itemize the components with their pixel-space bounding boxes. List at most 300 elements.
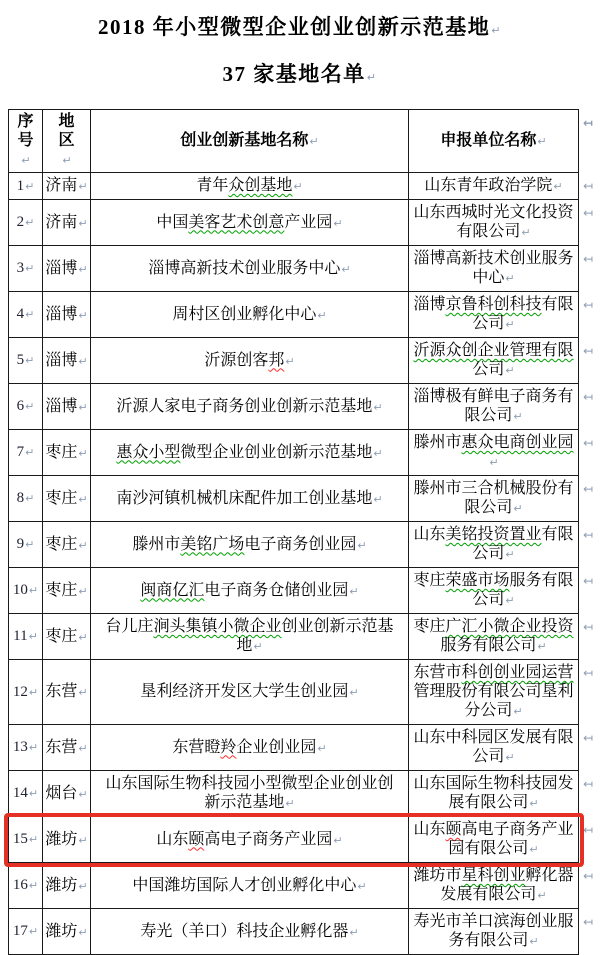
grammar-flagged-text: 闽商亿汇 bbox=[140, 582, 204, 599]
paragraph-mark-icon: ↵ bbox=[537, 135, 546, 148]
paragraph-mark-icon: ↵ bbox=[373, 447, 382, 460]
table-row bbox=[9, 614, 600, 660]
grammar-flagged-text: 惠众小型 bbox=[116, 444, 180, 461]
cell-text: 山东青年政治学院 bbox=[424, 177, 552, 194]
paragraph-mark-icon: ↵ bbox=[505, 272, 514, 285]
cell-base-name bbox=[91, 771, 409, 817]
cell-text: 高电子商务产业园有限公司 bbox=[448, 821, 573, 857]
cell-unit-name bbox=[409, 660, 579, 725]
grammar-flagged-text: 美铭投资置业 bbox=[445, 526, 541, 543]
paragraph-mark-icon: ↵ bbox=[29, 741, 38, 754]
table-row bbox=[9, 292, 600, 338]
cell-serial bbox=[9, 476, 43, 522]
paragraph-mark-icon: ↵ bbox=[29, 584, 38, 597]
cell-base-name bbox=[91, 292, 409, 338]
paragraph-mark-icon: ↵ bbox=[357, 880, 366, 893]
cell-serial bbox=[9, 817, 43, 863]
cell-text: 沂源创客 bbox=[204, 352, 268, 369]
cell-region bbox=[43, 568, 91, 614]
page-subtitle bbox=[0, 60, 600, 92]
serial-text: 5 bbox=[17, 352, 25, 368]
table-header bbox=[9, 110, 600, 173]
cell-text: 有限公司 bbox=[472, 526, 573, 562]
paragraph-mark-icon: ↵ bbox=[505, 318, 514, 331]
row-end-mark-icon: ↤ bbox=[583, 298, 593, 312]
row-end-cell bbox=[579, 292, 600, 338]
serial-text: 10 bbox=[13, 582, 28, 598]
row-end-mark-icon: ↤ bbox=[583, 823, 593, 837]
cell-text: 微型企业创业创新示范基地 bbox=[180, 444, 372, 461]
paragraph-mark-icon: ↵ bbox=[491, 24, 502, 37]
column-header-text: 地区 bbox=[58, 113, 74, 149]
cell-text: 青年 bbox=[196, 177, 228, 194]
cell-base-name bbox=[91, 476, 409, 522]
row-end-cell bbox=[579, 771, 600, 817]
region-text: 济南 bbox=[45, 214, 77, 231]
serial-text: 2 bbox=[17, 214, 25, 230]
paragraph-mark-icon: ↵ bbox=[25, 492, 34, 505]
cell-region bbox=[43, 338, 91, 384]
row-end-cell bbox=[579, 173, 600, 200]
table-body bbox=[9, 173, 600, 955]
row-end-mark-icon: ↤ bbox=[583, 528, 593, 542]
cell-region bbox=[43, 430, 91, 476]
paragraph-mark-icon: ↵ bbox=[78, 180, 87, 193]
cell-region bbox=[43, 292, 91, 338]
region-text: 潍坊 bbox=[45, 923, 77, 940]
paragraph-mark-icon: ↵ bbox=[29, 925, 38, 938]
region-text: 枣庄 bbox=[45, 444, 77, 461]
grammar-flagged-text: 众创基地 bbox=[228, 177, 292, 194]
cell-unit-name bbox=[409, 863, 579, 909]
cell-text: 台儿庄 bbox=[105, 618, 153, 635]
table-row bbox=[9, 909, 600, 955]
row-end-cell bbox=[579, 522, 600, 568]
cell-text: 高电子商务产业园 bbox=[204, 831, 332, 848]
paragraph-mark-icon: ↵ bbox=[62, 154, 71, 167]
paragraph-mark-icon: ↵ bbox=[513, 410, 522, 423]
column-header-unit bbox=[409, 110, 579, 173]
paragraph-mark-icon: ↵ bbox=[25, 262, 34, 275]
row-end-mark-icon: ↤ bbox=[583, 179, 593, 193]
paragraph-mark-icon: ↵ bbox=[29, 833, 38, 846]
paragraph-mark-icon: ↵ bbox=[25, 400, 34, 413]
table-row bbox=[9, 863, 600, 909]
row-end-cell bbox=[579, 614, 600, 660]
paragraph-mark-icon: ↵ bbox=[293, 180, 302, 193]
subtitle-text: 37 家基地名单 bbox=[223, 62, 366, 86]
serial-text: 11 bbox=[13, 628, 27, 644]
region-text: 枣庄 bbox=[45, 628, 77, 645]
row-end-mark-icon: ↤ bbox=[583, 574, 593, 588]
table-row bbox=[9, 246, 600, 292]
cell-unit-name bbox=[409, 246, 579, 292]
table-row bbox=[9, 568, 600, 614]
paragraph-mark-icon: ↵ bbox=[25, 180, 34, 193]
cell-text: 管理股份有限公司垦利分公司 bbox=[413, 683, 573, 719]
cell-text: 沂源人家电子商务创业创新示范基地 bbox=[116, 398, 372, 415]
region-text: 枣庄 bbox=[45, 582, 77, 599]
row-end-cell bbox=[579, 338, 600, 384]
paragraph-mark-icon: ↵ bbox=[25, 538, 34, 551]
cell-region bbox=[43, 660, 91, 725]
cell-region bbox=[43, 522, 91, 568]
cell-text: 滕州市 bbox=[132, 536, 180, 553]
cell-serial bbox=[9, 430, 43, 476]
serial-text: 8 bbox=[17, 490, 25, 506]
paragraph-mark-icon: ↵ bbox=[513, 502, 522, 515]
cell-serial bbox=[9, 771, 43, 817]
serial-text: 9 bbox=[17, 536, 25, 552]
cell-text: 服务有限公司 bbox=[440, 637, 536, 654]
paragraph-mark-icon: ↵ bbox=[349, 686, 358, 699]
paragraph-mark-icon: ↵ bbox=[537, 889, 546, 902]
row-end-mark-icon: ↤ bbox=[583, 390, 593, 404]
serial-text: 17 bbox=[13, 923, 28, 939]
cell-text: 山东中科园区发展有限公司 bbox=[413, 729, 573, 765]
row-end-mark-icon: ↤ bbox=[583, 206, 593, 220]
serial-text: 4 bbox=[17, 306, 25, 322]
paragraph-mark-icon: ↵ bbox=[78, 880, 87, 893]
paragraph-mark-icon: ↵ bbox=[349, 585, 358, 598]
cell-base-name bbox=[91, 173, 409, 200]
cell-serial bbox=[9, 522, 43, 568]
region-text: 淄博 bbox=[45, 398, 77, 415]
region-text: 潍坊 bbox=[45, 831, 77, 848]
title-text: 2018 年小型微型企业创业创新示范基地 bbox=[98, 15, 490, 39]
cell-base-name bbox=[91, 430, 409, 476]
column-header-text bbox=[17, 112, 34, 170]
serial-text: 16 bbox=[13, 877, 28, 893]
grammar-flagged-text: 涧头集镇小微企业 bbox=[153, 618, 281, 635]
row-end-cell bbox=[579, 430, 600, 476]
paragraph-mark-icon: ↵ bbox=[253, 640, 262, 653]
paragraph-mark-icon: ↵ bbox=[78, 263, 87, 276]
grammar-flagged-text: 星科创业 bbox=[461, 867, 525, 884]
cell-unit-name bbox=[409, 522, 579, 568]
paragraph-mark-icon: ↵ bbox=[78, 309, 87, 322]
paragraph-mark-icon: ↵ bbox=[357, 539, 366, 552]
cell-text: 创业创新示范基地 bbox=[236, 618, 393, 654]
grammar-flagged-text: 广汇小微企业投资 bbox=[446, 618, 574, 635]
column-header-region bbox=[43, 110, 91, 173]
column-header-text bbox=[58, 112, 75, 170]
cell-text: 产业园 bbox=[284, 214, 332, 231]
cell-text: 山东 bbox=[413, 526, 445, 543]
row-end-mark-icon: ↤ bbox=[583, 116, 593, 130]
serial-text: 3 bbox=[17, 260, 25, 276]
region-text: 东营 bbox=[45, 739, 77, 756]
cell-text: 服务有限公司 bbox=[472, 572, 573, 608]
cell-region bbox=[43, 200, 91, 246]
cell-text: 电子商务创业园 bbox=[244, 536, 356, 553]
cell-base-name bbox=[91, 246, 409, 292]
cell-region bbox=[43, 863, 91, 909]
paragraph-mark-icon: ↵ bbox=[529, 797, 538, 810]
paragraph-mark-icon: ↵ bbox=[25, 446, 34, 459]
cell-text: 潍坊市 bbox=[413, 867, 461, 884]
serial-text: 13 bbox=[13, 739, 28, 755]
cell-serial bbox=[9, 173, 43, 200]
cell-text: 周村区创业孵化中心 bbox=[172, 306, 316, 323]
cell-base-name bbox=[91, 909, 409, 955]
row-end-cell bbox=[579, 246, 600, 292]
paragraph-mark-icon: ↵ bbox=[21, 154, 30, 167]
cell-region bbox=[43, 476, 91, 522]
table-row bbox=[9, 771, 600, 817]
cell-base-name bbox=[91, 725, 409, 771]
cell-text: 东营瞪 bbox=[172, 739, 220, 756]
cell-serial bbox=[9, 568, 43, 614]
cell-text: 企业创业园 bbox=[236, 739, 316, 756]
cell-text: 孵化器发展有限公司 bbox=[440, 867, 573, 903]
paragraph-mark-icon: ↵ bbox=[285, 355, 294, 368]
paragraph-mark-icon: ↵ bbox=[78, 355, 87, 368]
grammar-flagged-text: 沂源众创企业管理有限 bbox=[413, 342, 573, 359]
table-row bbox=[9, 817, 600, 863]
cell-serial bbox=[9, 384, 43, 430]
serial-text: 12 bbox=[13, 684, 28, 700]
cell-serial bbox=[9, 863, 43, 909]
cell-serial bbox=[9, 338, 43, 384]
paragraph-mark-icon: ↵ bbox=[78, 926, 87, 939]
cell-unit-name bbox=[409, 430, 579, 476]
cell-serial bbox=[9, 200, 43, 246]
cell-text: 中国 bbox=[156, 214, 188, 231]
paragraph-mark-icon: ↵ bbox=[78, 742, 87, 755]
row-end-cell bbox=[579, 110, 600, 173]
spell-flagged-text: 颐 bbox=[445, 821, 461, 838]
bases-table bbox=[8, 109, 600, 955]
paragraph-mark-icon: ↵ bbox=[78, 834, 87, 847]
cell-unit-name bbox=[409, 338, 579, 384]
serial-text: 15 bbox=[13, 831, 28, 847]
cell-text: 中国潍坊国际人才创业孵化中心 bbox=[132, 877, 356, 894]
cell-base-name bbox=[91, 384, 409, 430]
paragraph-mark-icon: ↵ bbox=[529, 935, 538, 948]
spell-flagged-text: 羚 bbox=[220, 739, 236, 756]
row-end-cell bbox=[579, 384, 600, 430]
table-row bbox=[9, 476, 600, 522]
spell-flagged-text: 邦 bbox=[268, 352, 284, 369]
paragraph-mark-icon: ↵ bbox=[513, 705, 522, 718]
grammar-flagged-text: 荣盛市场 bbox=[445, 572, 509, 589]
cell-unit-name bbox=[409, 725, 579, 771]
column-header-base bbox=[91, 110, 409, 173]
grammar-flagged-text: 京鲁科创科技 bbox=[445, 296, 541, 313]
table-row bbox=[9, 338, 600, 384]
paragraph-mark-icon: ↵ bbox=[25, 216, 34, 229]
row-end-mark-icon: ↤ bbox=[583, 344, 593, 358]
row-end-cell bbox=[579, 568, 600, 614]
paragraph-mark-icon: ↵ bbox=[317, 309, 326, 322]
paragraph-mark-icon: ↵ bbox=[505, 548, 514, 561]
cell-text: 东营市 bbox=[413, 664, 461, 681]
cell-base-name bbox=[91, 817, 409, 863]
paragraph-mark-icon: ↵ bbox=[505, 594, 514, 607]
table-row bbox=[9, 200, 600, 246]
cell-base-name bbox=[91, 863, 409, 909]
cell-region bbox=[43, 384, 91, 430]
region-text: 潍坊 bbox=[45, 877, 77, 894]
cell-text: 滕州市三合机械股份有限公司 bbox=[413, 480, 573, 516]
cell-serial bbox=[9, 660, 43, 725]
region-text: 枣庄 bbox=[45, 490, 77, 507]
cell-text: 寿光（羊口）科技企业孵化器 bbox=[140, 923, 348, 940]
page-title bbox=[0, 13, 600, 45]
paragraph-mark-icon: ↵ bbox=[285, 797, 294, 810]
cell-unit-name bbox=[409, 200, 579, 246]
serial-text: 7 bbox=[17, 444, 25, 460]
serial-text: 6 bbox=[17, 398, 25, 414]
paragraph-mark-icon: ↵ bbox=[373, 401, 382, 414]
row-end-cell bbox=[579, 909, 600, 955]
paragraph-mark-icon: ↵ bbox=[505, 364, 514, 377]
table-row bbox=[9, 384, 600, 430]
cell-unit-name bbox=[409, 909, 579, 955]
table-row bbox=[9, 725, 600, 771]
region-text: 东营 bbox=[45, 683, 77, 700]
paragraph-mark-icon: ↵ bbox=[78, 788, 87, 801]
column-header-num bbox=[9, 110, 43, 173]
paragraph-mark-icon: ↵ bbox=[78, 217, 87, 230]
cell-unit-name bbox=[409, 292, 579, 338]
row-end-cell bbox=[579, 817, 600, 863]
column-header-text: 申报单位名称 bbox=[440, 132, 536, 149]
paragraph-mark-icon: ↵ bbox=[349, 926, 358, 939]
cell-base-name bbox=[91, 568, 409, 614]
paragraph-mark-icon: ↵ bbox=[78, 447, 87, 460]
paragraph-mark-icon: ↵ bbox=[29, 686, 38, 699]
cell-text: 淄博高新技术创业服务中心 bbox=[413, 250, 573, 286]
region-text: 淄博 bbox=[45, 352, 77, 369]
document-header bbox=[0, 0, 600, 92]
paragraph-mark-icon: ↵ bbox=[29, 630, 38, 643]
region-text: 淄博 bbox=[45, 306, 77, 323]
paragraph-mark-icon: ↵ bbox=[78, 631, 87, 644]
paragraph-mark-icon: ↵ bbox=[341, 263, 350, 276]
serial-text: 1 bbox=[17, 178, 25, 194]
row-end-cell bbox=[579, 725, 600, 771]
paragraph-mark-icon: ↵ bbox=[317, 742, 326, 755]
paragraph-mark-icon: ↵ bbox=[367, 71, 378, 84]
cell-text: 垦利经济开发区大学生创业园 bbox=[140, 683, 348, 700]
cell-text: 淄博 bbox=[413, 296, 445, 313]
cell-base-name bbox=[91, 338, 409, 384]
row-end-mark-icon: ↤ bbox=[583, 620, 593, 634]
cell-text: 枣庄 bbox=[413, 572, 445, 589]
cell-text: 公司 bbox=[472, 361, 504, 378]
grammar-flagged-text: 科创创业园运营 bbox=[462, 664, 574, 681]
paragraph-mark-icon: ↵ bbox=[29, 787, 38, 800]
row-end-mark-icon: ↤ bbox=[583, 869, 593, 883]
grammar-flagged-text: 美客艺术创意 bbox=[188, 214, 284, 231]
cell-serial bbox=[9, 614, 43, 660]
table-row bbox=[9, 660, 600, 725]
row-end-mark-icon: ↤ bbox=[583, 666, 593, 680]
cell-unit-name bbox=[409, 614, 579, 660]
grammar-flagged-text: 惠众电商创业园 bbox=[462, 434, 574, 451]
cell-serial bbox=[9, 725, 43, 771]
paragraph-mark-icon: ↵ bbox=[537, 640, 546, 653]
cell-text: 有限公司 bbox=[472, 296, 573, 332]
cell-text: 山东国际生物科技园发展有限公司 bbox=[413, 775, 573, 811]
paragraph-mark-icon: ↵ bbox=[333, 834, 342, 847]
paragraph-mark-icon: ↵ bbox=[333, 217, 342, 230]
row-end-cell bbox=[579, 200, 600, 246]
paragraph-mark-icon: ↵ bbox=[78, 686, 87, 699]
row-end-cell bbox=[579, 476, 600, 522]
paragraph-mark-icon: ↵ bbox=[309, 135, 318, 148]
row-end-cell bbox=[579, 660, 600, 725]
cell-region bbox=[43, 909, 91, 955]
region-text: 淄博 bbox=[45, 260, 77, 277]
paragraph-mark-icon: ↵ bbox=[553, 180, 562, 193]
cell-region bbox=[43, 173, 91, 200]
paragraph-mark-icon: ↵ bbox=[373, 493, 382, 506]
row-end-mark-icon: ↤ bbox=[583, 436, 593, 450]
row-end-mark-icon: ↤ bbox=[583, 731, 593, 745]
cell-region bbox=[43, 817, 91, 863]
grammar-flagged-text: 美铭广场 bbox=[180, 536, 244, 553]
cell-text: 山东 bbox=[156, 831, 188, 848]
table-header-row bbox=[9, 110, 600, 173]
table-row bbox=[9, 522, 600, 568]
cell-text: 南沙河镇机械机床配件加工创业基地 bbox=[116, 490, 372, 507]
paragraph-mark-icon: ↵ bbox=[78, 585, 87, 598]
column-header-text: 创业创新基地名称 bbox=[180, 132, 308, 149]
cell-text: 淄博高新技术创业服务中心 bbox=[148, 260, 340, 277]
cell-unit-name bbox=[409, 817, 579, 863]
paragraph-mark-icon: ↵ bbox=[529, 843, 538, 856]
cell-unit-name bbox=[409, 173, 579, 200]
row-end-mark-icon: ↤ bbox=[583, 252, 593, 266]
region-text: 枣庄 bbox=[45, 536, 77, 553]
serial-text: 14 bbox=[13, 785, 28, 801]
cell-text: 山东国际生物科技园小型微型企业创业创新示范基地 bbox=[105, 775, 393, 811]
cell-region bbox=[43, 614, 91, 660]
row-end-mark-icon: ↤ bbox=[583, 777, 593, 791]
cell-serial bbox=[9, 246, 43, 292]
paragraph-mark-icon: ↵ bbox=[505, 751, 514, 764]
cell-text: 淄博极有鲜电子商务有限公司 bbox=[413, 388, 573, 424]
row-end-mark-icon: ↤ bbox=[583, 915, 593, 929]
cell-region bbox=[43, 246, 91, 292]
row-end-mark-icon: ↤ bbox=[583, 482, 593, 496]
paragraph-mark-icon: ↵ bbox=[25, 308, 34, 321]
cell-unit-name bbox=[409, 771, 579, 817]
cell-base-name bbox=[91, 522, 409, 568]
cell-serial bbox=[9, 292, 43, 338]
paragraph-mark-icon: ↵ bbox=[25, 354, 34, 367]
cell-unit-name bbox=[409, 568, 579, 614]
paragraph-mark-icon: ↵ bbox=[29, 879, 38, 892]
cell-text: 寿光市羊口滨海创业服务有限公司 bbox=[413, 913, 573, 949]
cell-region bbox=[43, 725, 91, 771]
row-end-cell bbox=[579, 863, 600, 909]
region-text: 济南 bbox=[45, 177, 77, 194]
cell-serial bbox=[9, 909, 43, 955]
cell-text: 电子商务仓储创业园 bbox=[204, 582, 348, 599]
paragraph-mark-icon: ↵ bbox=[489, 456, 498, 469]
cell-base-name bbox=[91, 614, 409, 660]
paragraph-mark-icon: ↵ bbox=[78, 539, 87, 552]
cell-base-name bbox=[91, 660, 409, 725]
cell-region bbox=[43, 771, 91, 817]
table-row bbox=[9, 173, 600, 200]
cell-unit-name bbox=[409, 384, 579, 430]
cell-text: 山东 bbox=[413, 821, 445, 838]
